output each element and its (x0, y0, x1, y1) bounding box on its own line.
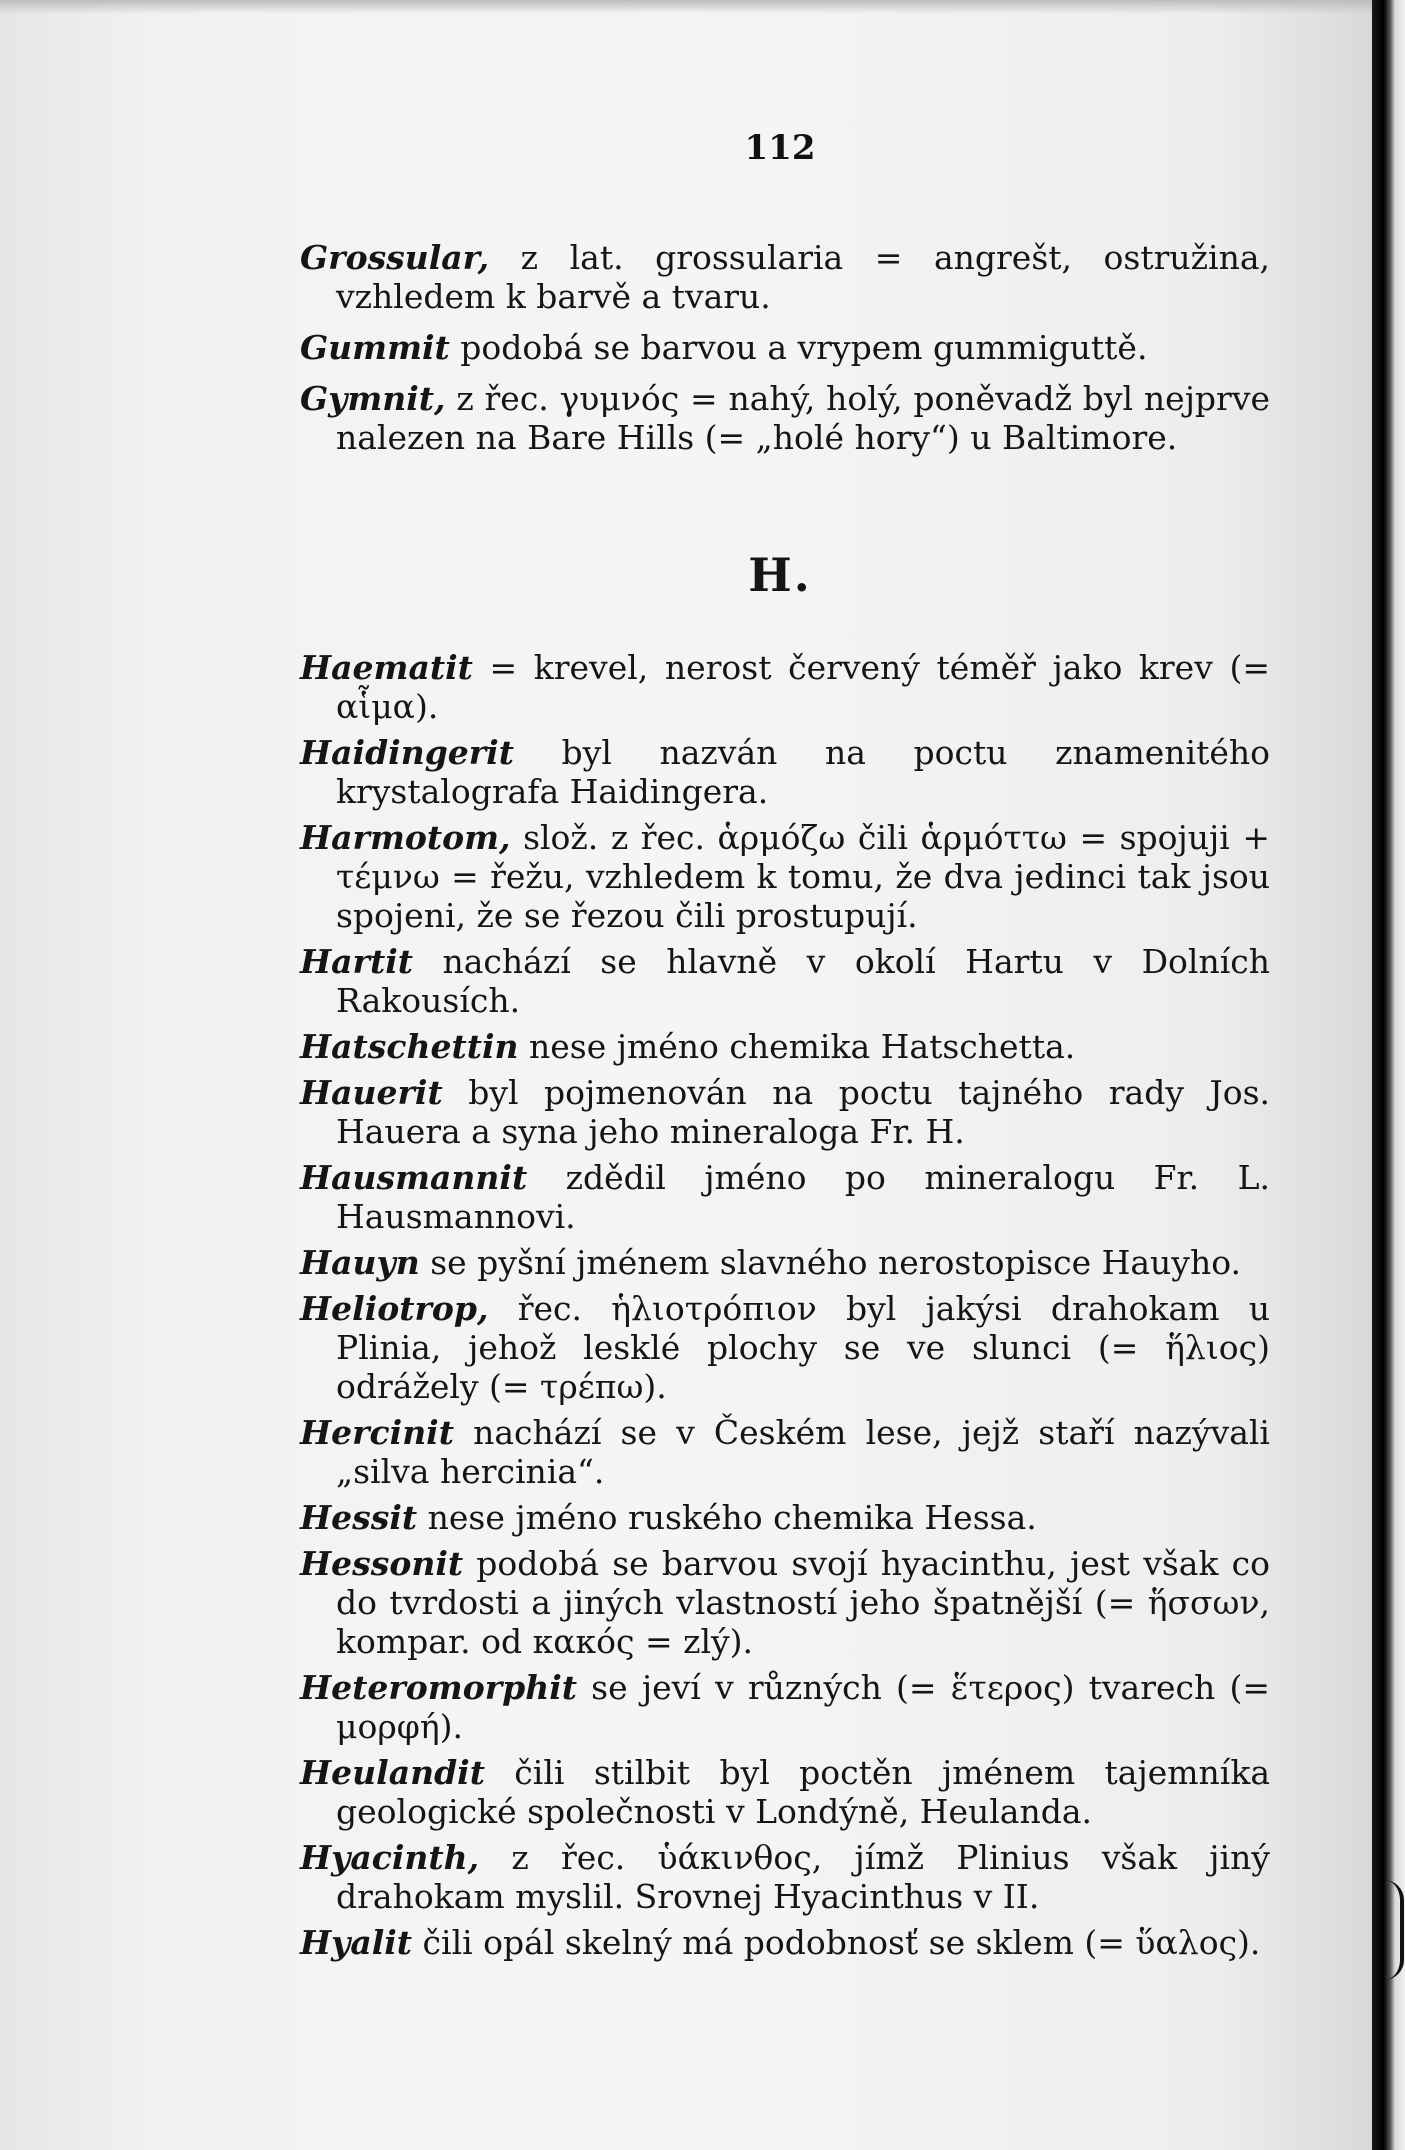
entry-text: čili opál skelný má podobnosť se sklem (= ὕαλος). (412, 1923, 1261, 1962)
entry-text: se jeví v různých (= ἕτερος) tvarech (= μορφή). (336, 1668, 1270, 1746)
dictionary-entry (300, 648, 1270, 726)
dictionary-entry (300, 379, 1270, 457)
entry-headword: Hercinit (300, 1413, 454, 1452)
dictionary-entry (300, 1544, 1270, 1661)
entry-text: nachází se hlavně v okolí Hartu v Dolních Rakousích. (336, 942, 1270, 1020)
dictionary-entry (300, 1289, 1270, 1406)
dictionary-entry (300, 1753, 1270, 1831)
edge-bracket-mark (1384, 1880, 1404, 1980)
entry-text: slož. z řec. ἁρμόζω čili ἁρμόττω = spojuji + τέμνω = řežu, vzhledem k tomu, že dva jedinci tak jsou spojeni, že se řezou čili prostupují. (336, 818, 1270, 935)
entry-text: nese jméno chemika Hatschetta. (518, 1027, 1076, 1066)
entry-headword: Grossular, (300, 238, 490, 277)
entry-text: z řec. γυμνός = nahý, holý, poněvadž byl nejprve nalezen na Bare Hills (= „holé hory“) u Baltimore. (336, 379, 1270, 457)
entry-headword: Hatschettin (300, 1027, 519, 1066)
dictionary-entry (300, 1158, 1270, 1236)
entry-headword: Hyalit (300, 1923, 413, 1962)
entry-headword: Heliotrop, (300, 1289, 489, 1328)
entry-headword: Hessonit (300, 1544, 464, 1583)
page-top-shadow (0, 0, 1372, 14)
entry-text: zdědil jméno po mineralogu Fr. L. Hausmannovi. (336, 1158, 1270, 1236)
entry-headword: Hartit (300, 942, 413, 981)
entries-h-block (300, 648, 1270, 1962)
entry-headword: Gymnit, (300, 379, 446, 418)
entry-text: řec. ἡλιοτρόπιον byl jakýsi drahokam u Plinia, jehož lesklé plochy se ve slunci (= ἥλιος) odrážely (= τρέπω). (336, 1289, 1270, 1406)
dictionary-entry (300, 733, 1270, 811)
entry-text: z řec. ὑάκινθος, jímž Plinius však jiný drahokam myslil. Srovnej Hyacinthus v II. (336, 1838, 1270, 1916)
entry-text: nese jméno ruského chemika Hessa. (417, 1498, 1037, 1537)
entry-headword: Heulandit (300, 1753, 485, 1792)
dictionary-entry (300, 1413, 1270, 1491)
entry-text: se pyšní jménem slavného nerostopisce Hauyho. (419, 1243, 1241, 1282)
dictionary-entry (300, 1498, 1270, 1537)
entry-headword: Hauerit (300, 1073, 443, 1112)
entry-text: byl nazván na poctu znamenitého krystalografa Haidingera. (336, 733, 1270, 811)
entry-headword: Haidingerit (300, 733, 514, 772)
dictionary-entry (300, 1838, 1270, 1916)
entry-text: čili stilbit byl poctěn jménem tajemníka geologické společnosti v Londýně, Heulanda. (336, 1753, 1270, 1831)
entry-text: = krevel, nerost červený téměř jako krev (= αἷμα). (336, 648, 1270, 726)
dictionary-entry (300, 1923, 1270, 1962)
page-number: 112 (744, 128, 816, 168)
entry-text: nachází se v Českém lese, jejž staří nazývali „silva hercinia“. (336, 1413, 1270, 1491)
dictionary-entry (300, 328, 1270, 367)
entry-text: podobá se barvou a vrypem gummiguttě. (449, 328, 1148, 367)
entries-g-block (300, 238, 1270, 457)
section-heading: H. (748, 548, 812, 602)
entry-headword: Hyacinth, (300, 1838, 480, 1877)
dictionary-entry (300, 818, 1270, 935)
entry-headword: Hauyn (300, 1243, 420, 1282)
dictionary-entry (300, 238, 1270, 316)
entry-headword: Hessit (300, 1498, 418, 1537)
page-binding-edge (1372, 0, 1405, 2150)
entry-headword: Hausmannit (300, 1158, 528, 1197)
entry-headword: Gummit (300, 328, 450, 367)
entry-text: podobá se barvou svojí hyacinthu, jest však co do tvrdosti a jiných vlastností jeho špatnější (= ἥσσων, kompar. od κακός = zlý). (336, 1544, 1270, 1661)
entry-text: z lat. grossularia = angrešt, ostružina, vzhledem k barvě a tvaru. (336, 238, 1270, 316)
dictionary-entry (300, 1668, 1270, 1746)
entry-headword: Harmotom, (300, 818, 511, 857)
dictionary-entry (300, 942, 1270, 1020)
entry-text: byl pojmenován na poctu tajného rady Jos. Hauera a syna jeho mineraloga Fr. H. (336, 1073, 1270, 1151)
dictionary-entry (300, 1073, 1270, 1151)
dictionary-entry (300, 1027, 1270, 1066)
dictionary-entry (300, 1243, 1270, 1282)
entry-headword: Haematit (300, 648, 473, 687)
entry-headword: Heteromorphit (300, 1668, 577, 1707)
